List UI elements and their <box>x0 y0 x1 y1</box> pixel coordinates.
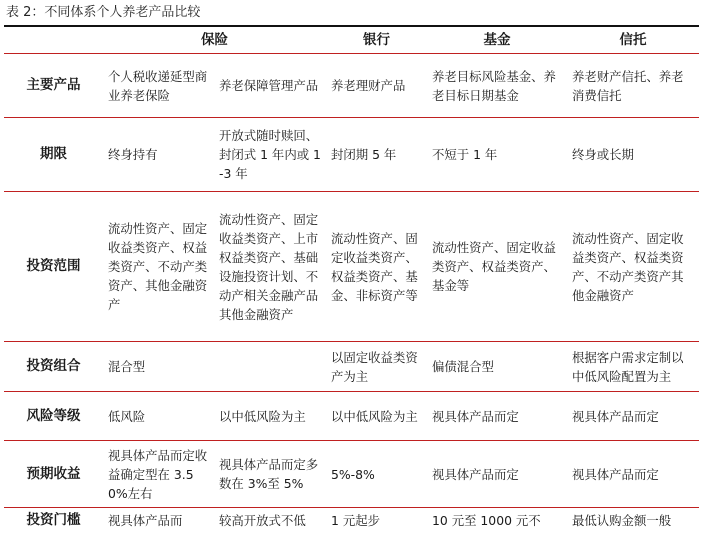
table-row <box>4 192 699 342</box>
table-row <box>4 508 699 534</box>
table-row <box>4 392 699 441</box>
table-cell: 以中低风险为主 <box>331 408 418 424</box>
table-cell: 个人税收递延型商业养老保险 <box>108 68 208 103</box>
table-cell: 以中低风险为主 <box>219 408 306 424</box>
row-label: 主要产品 <box>26 77 81 93</box>
header-row <box>4 27 699 54</box>
table-cell: 流动性资产、固定收益类资产、上市权益类资产、基础设施投资计划、不动产相关金融产品其他金融资产 <box>219 211 319 322</box>
table-cell: 流动性资产、固定收益类资产、权益类资产、不动产类资产其他金融资产 <box>572 230 684 303</box>
table-cell: 流动性资产、固定收益类资产、权益类资产、基金等 <box>432 240 556 293</box>
table-cell: 5%-8% <box>331 466 375 482</box>
table-cell: 10 元至 1000 元不 <box>432 513 541 529</box>
table-cell: 视具体产品而定 <box>572 408 659 424</box>
table-cell: 低风险 <box>108 408 146 424</box>
table-cell: 不短于 1 年 <box>432 147 498 162</box>
row-label: 期限 <box>40 146 67 162</box>
table-cell <box>214 342 326 392</box>
table-cell: 终身或长期 <box>572 147 634 162</box>
table-cell: 视具体产品而定多数在 3%至 5% <box>219 457 319 491</box>
table-cell: 视具体产品而 <box>108 513 183 529</box>
comparison-table <box>4 27 699 534</box>
table-cell: 养老理财产品 <box>331 78 406 93</box>
table-cell: 开放式随时赎回、封闭式 1 年内或 1-3 年 <box>219 128 321 181</box>
table-cell: 较高开放式不低 <box>219 513 306 529</box>
table-row <box>4 342 699 392</box>
table-cell: 养老目标风险基金、养老目标日期基金 <box>432 68 556 103</box>
row-label: 投资组合 <box>26 358 81 374</box>
row-label: 预期收益 <box>26 465 81 482</box>
table-cell: 封闭期 5 年 <box>331 147 397 162</box>
header-bank: 银行 <box>326 27 427 54</box>
row-label: 投资门槛 <box>26 512 81 529</box>
table-cell: 流动性资产、固定收益类资产、权益类资产、不动产类资产、其他金融资产 <box>108 221 208 312</box>
header-insurance: 保险 <box>103 27 326 54</box>
table-row <box>4 118 699 192</box>
table-row <box>4 54 699 118</box>
table-cell: 流动性资产、固定收益类资产、权益类资产、基金、非标资产等 <box>331 230 418 303</box>
table-cell: 养老财产信托、养老消费信托 <box>572 68 684 103</box>
header-corner <box>4 27 103 54</box>
table-cell: 根据客户需求定制以中低风险配置为主 <box>572 349 684 384</box>
table-cell: 偏债混合型 <box>432 359 494 374</box>
header-fund: 基金 <box>427 27 567 54</box>
header-trust: 信托 <box>567 27 699 54</box>
table-cell: 视具体产品而定收益确定型在 3.50%左右 <box>108 447 208 501</box>
table-caption: 表 2：不同体系个人养老产品比较 <box>6 5 201 20</box>
table-cell: 视具体产品而定 <box>432 466 519 482</box>
table-cell: 以固定收益类资产为主 <box>331 349 418 384</box>
table-cell: 混合型 <box>108 359 146 374</box>
table-cell: 最低认购金额一般 <box>572 513 672 529</box>
row-label: 风险等级 <box>26 407 81 424</box>
table-cell: 养老保障管理产品 <box>219 78 319 93</box>
table-cell: 视具体产品而定 <box>572 466 659 482</box>
table-cell: 终身持有 <box>108 147 158 162</box>
table-cell: 1 元起步 <box>331 513 380 529</box>
table-row <box>4 441 699 508</box>
table-cell: 视具体产品而定 <box>432 408 519 424</box>
row-label: 投资范围 <box>26 258 81 274</box>
